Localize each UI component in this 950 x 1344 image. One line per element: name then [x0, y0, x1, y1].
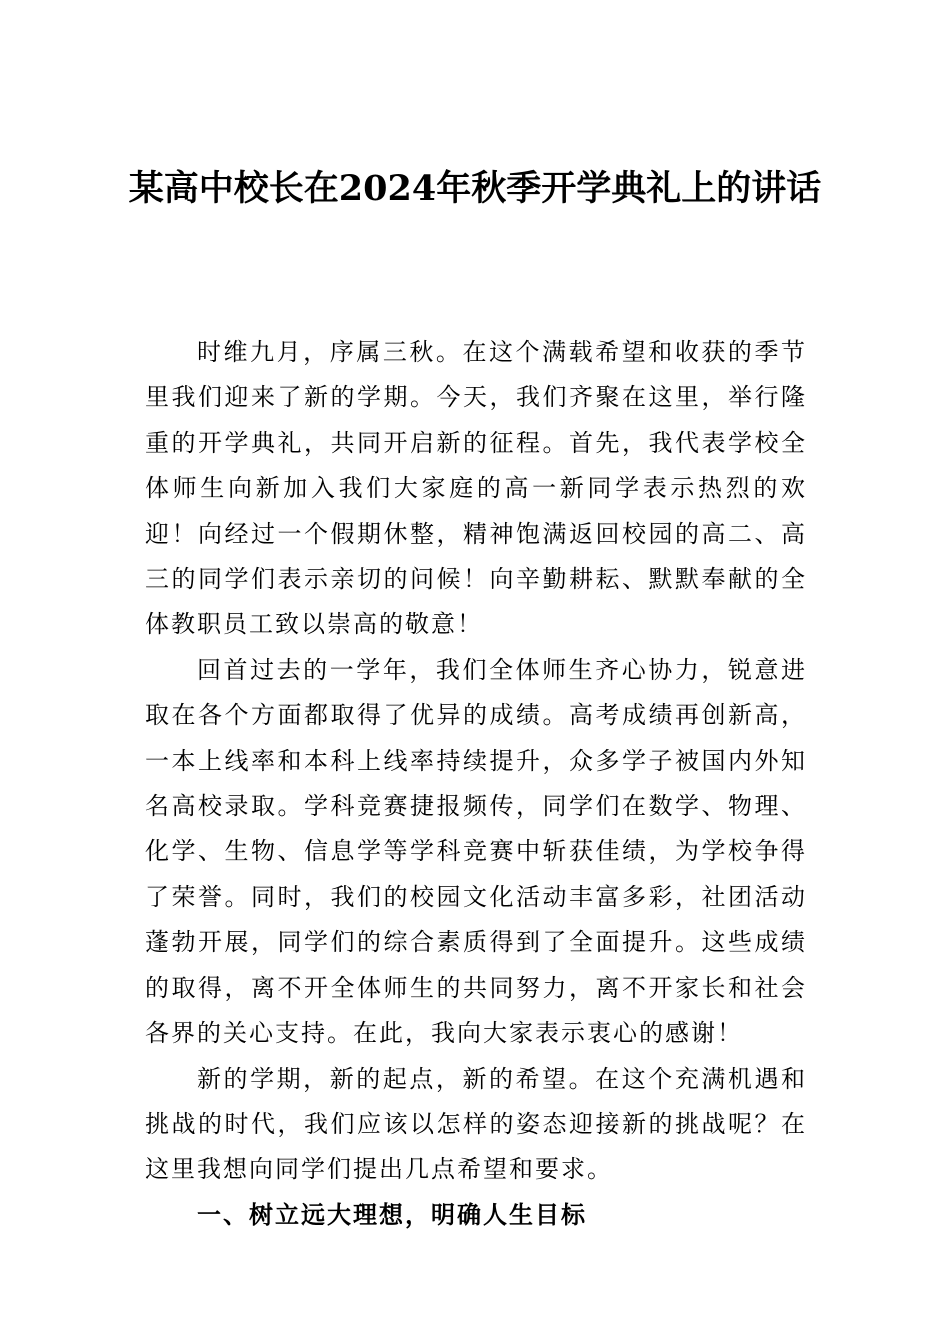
section-heading: 一、树立远大理想，明确人生目标: [197, 1200, 587, 1229]
document-body: [145, 330, 807, 1238]
paragraph-new-term: 新的学期，新的起点，新的希望。在这个充满机遇和挑战的时代，我们应该以怎样的姿态迎接新的挑战呢？在这里我想向同学们提出几点希望和要求。: [145, 1064, 807, 1184]
paragraph-review: 回首过去的一学年，我们全体师生齐心协力，锐意进取在各个方面都取得了优异的成绩。高考成绩再创新高，一本上线率和本科上线率持续提升，众多学子被国内外知名高校录取。学科竞赛捷报频传，同学们在数学、物理、化学、生物、信息学等学科竞赛中斩获佳绩，为学校争得了荣誉。同时，我们的校园文化活动丰富多彩，社团活动蓬勃开展，同学们的综合素质得到了全面提升。这些成绩的取得，离不开全体师生的共同努力，离不开家长和社会各界的关心支持。在此，我向大家表示衷心的感谢！: [145, 655, 807, 1048]
paragraph-opening: 时维九月，序属三秋。在这个满载希望和收获的季节里我们迎来了新的学期。今天，我们齐聚在这里，举行隆重的开学典礼，共同开启新的征程。首先，我代表学校全体师生向新加入我们大家庭的高一新同学表示热烈的欢迎！向经过一个假期休整，精神饱满返回校园的高二、高三的同学们表示亲切的问候！向辛勤耕耘、默默奉献的全体教职员工致以崇高的敬意！: [145, 338, 807, 639]
document-title: 某高中校长在2024年秋季开学典礼上的讲话: [128, 168, 822, 209]
